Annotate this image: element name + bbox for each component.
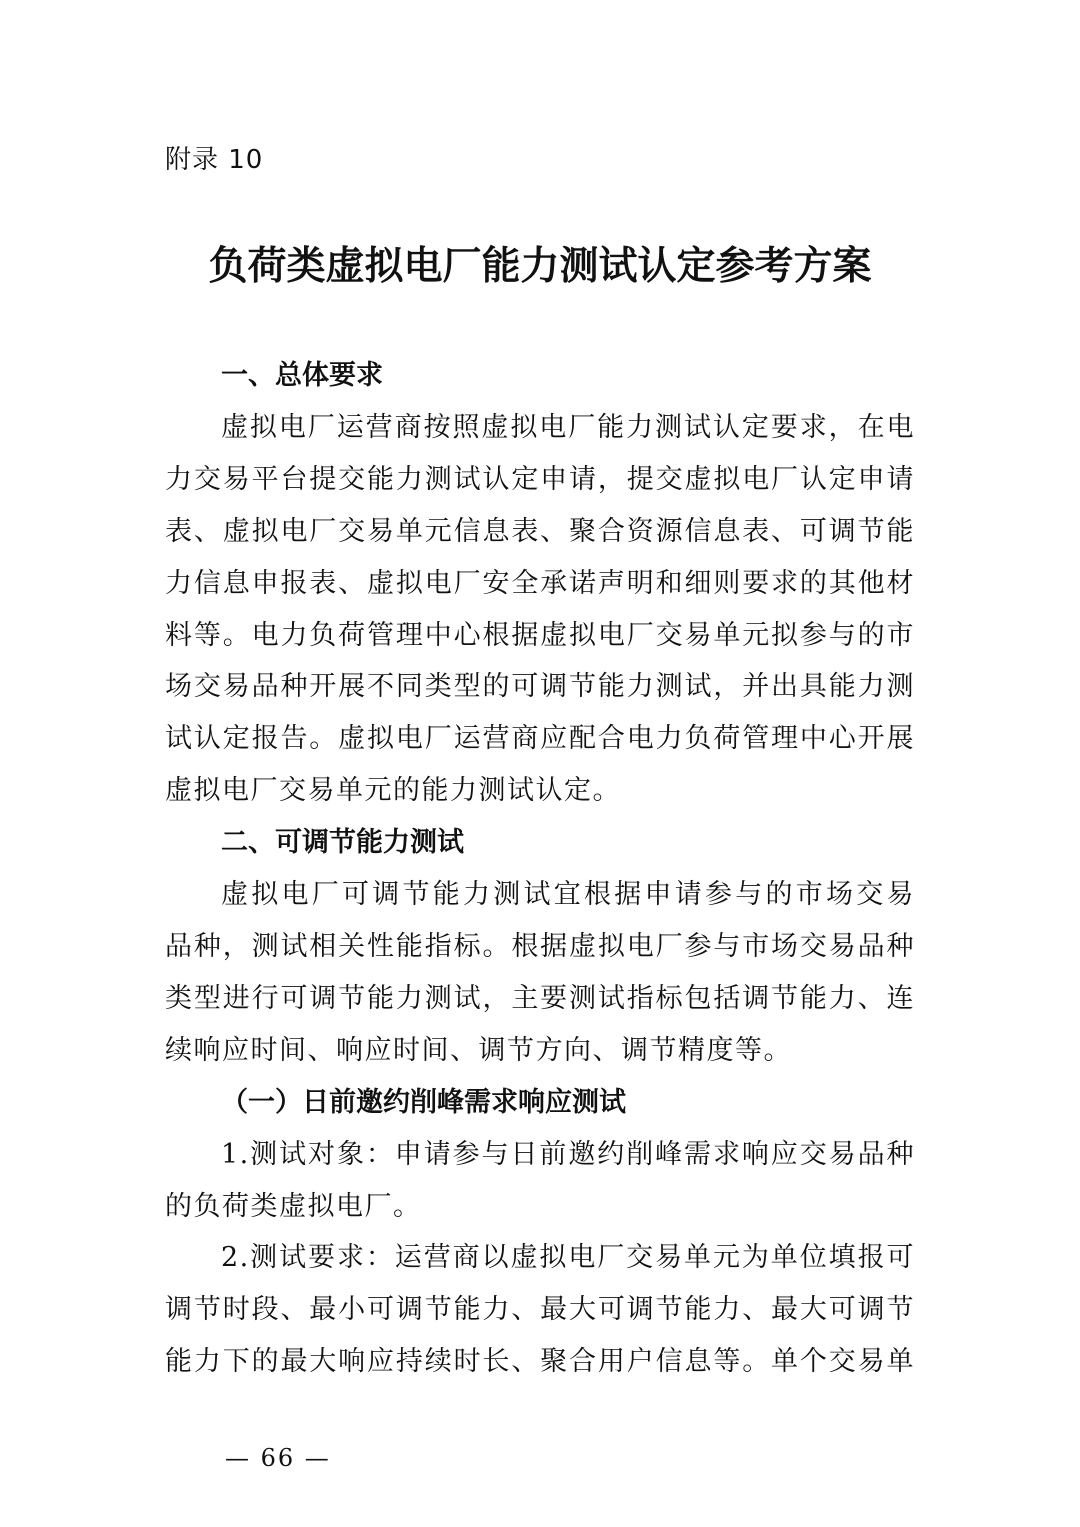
text-line: 类型进行可调节能力测试，主要测试指标包括调节能力、连 bbox=[165, 982, 915, 1014]
text-line: 场交易品种开展不同类型的可调节能力测试，并出具能力测 bbox=[165, 671, 915, 703]
text-line: 的负荷类虚拟电厂。 bbox=[165, 1190, 422, 1222]
text-line: 虚拟电厂可调节能力测试宜根据申请参与的市场交易 bbox=[221, 879, 915, 911]
text-line: 试认定报告。虚拟电厂运营商应配合电力负荷管理中心开展 bbox=[165, 723, 915, 755]
document-body bbox=[165, 350, 915, 1388]
section-heading-general: 一、总体要求 bbox=[221, 360, 383, 391]
text-line: 虚拟电厂交易单元的能力测试认定。 bbox=[165, 775, 621, 807]
document-title: 负荷类虚拟电厂能力测试认定参考方案 bbox=[208, 243, 872, 289]
section-heading-capacity-test: 二、可调节能力测试 bbox=[221, 827, 464, 859]
text-line: 品种，测试相关性能指标。根据虚拟电厂参与市场交易品种 bbox=[165, 930, 915, 962]
text-line: 料等。电力负荷管理中心根据虚拟电厂交易单元拟参与的市 bbox=[165, 619, 915, 651]
paragraph-test-requirements bbox=[165, 1232, 915, 1388]
paragraph-capacity-test bbox=[165, 869, 915, 1077]
text-line: 虚拟电厂运营商按照虚拟电厂能力测试认定要求，在电 bbox=[221, 411, 915, 443]
text-line: 能力下的最大响应持续时长、聚合用户信息等。单个交易单 bbox=[165, 1346, 915, 1378]
subsection-heading-day-ahead-peak-shaving: （一）日前邀约削峰需求响应测试 bbox=[221, 1086, 626, 1118]
text-line: 续响应时间、响应时间、调节方向、调节精度等。 bbox=[165, 1034, 792, 1066]
paragraph-general bbox=[165, 402, 915, 817]
page-number: — 66 — bbox=[225, 1444, 331, 1472]
text-line: 力交易平台提交能力测试认定申请，提交虚拟电厂认定申请 bbox=[165, 463, 915, 495]
appendix-label: 附录 10 bbox=[165, 145, 264, 175]
text-line: 力信息申报表、虚拟电厂安全承诺声明和细则要求的其他材 bbox=[165, 567, 915, 599]
text-line: 调节时段、最小可调节能力、最大可调节能力、最大可调节 bbox=[165, 1294, 915, 1326]
text-line: 2.测试要求：运营商以虚拟电厂交易单元为单位填报可 bbox=[221, 1242, 915, 1274]
paragraph-test-object bbox=[165, 1129, 915, 1233]
text-line: 1.测试对象：申请参与日前邀约削峰需求响应交易品种 bbox=[221, 1138, 915, 1170]
text-line: 表、虚拟电厂交易单元信息表、聚合资源信息表、可调节能 bbox=[165, 515, 915, 547]
